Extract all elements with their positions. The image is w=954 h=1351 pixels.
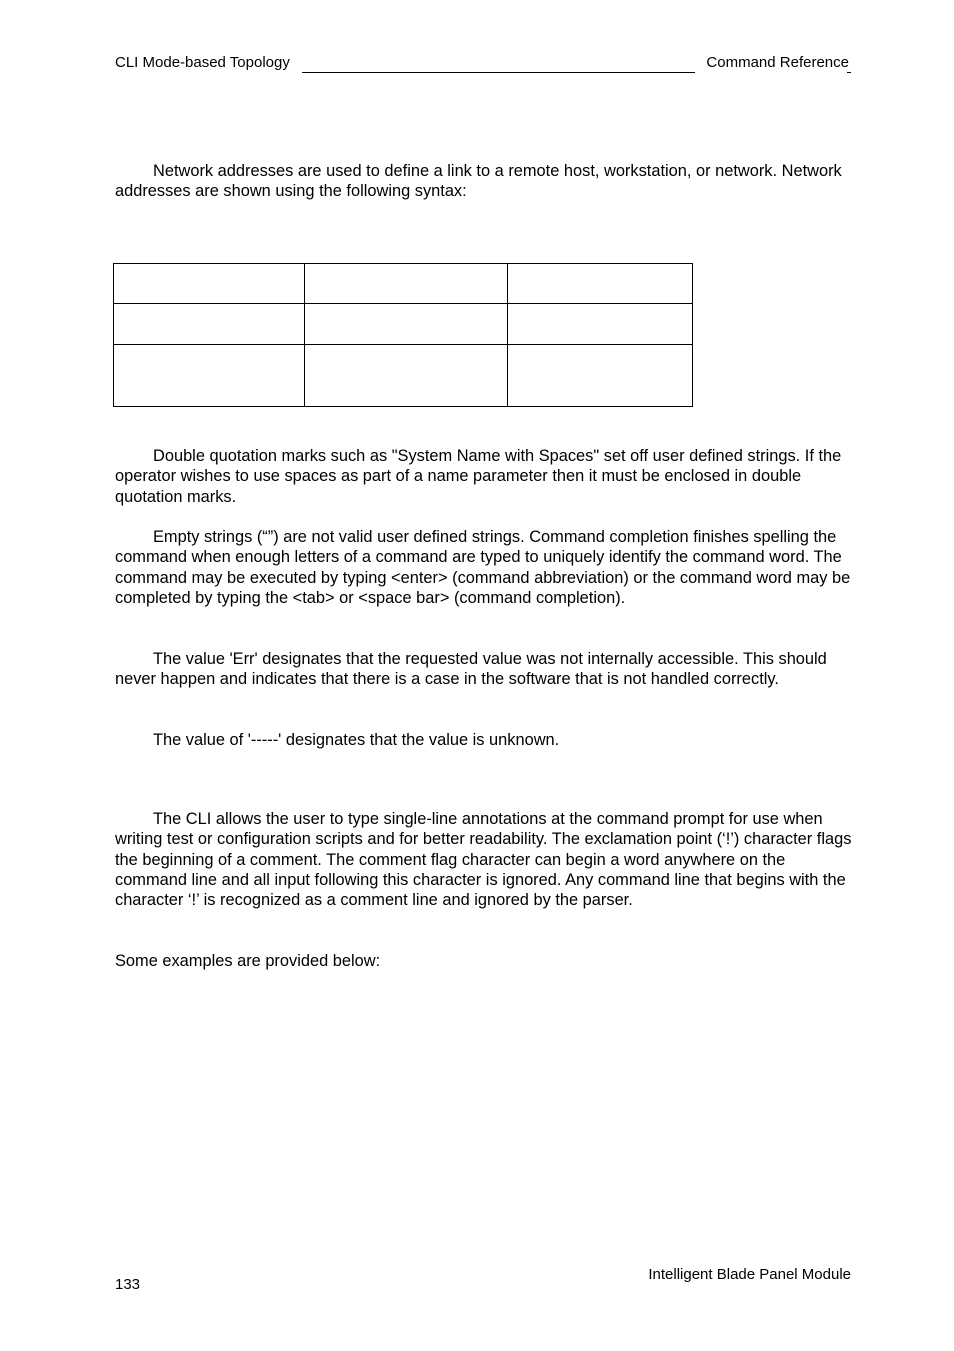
paragraph-quotation-marks: Double quotation marks such as "System Name with Spaces" set off user defined strings. If the operator wishes to use spaces as part of a name parameter then it must be enclosed in double quotation marks. bbox=[115, 447, 842, 506]
syntax-table bbox=[113, 263, 693, 407]
page-header bbox=[115, 54, 851, 74]
table-row bbox=[114, 264, 693, 304]
table-row bbox=[114, 304, 693, 345]
table-cell bbox=[305, 304, 508, 345]
paragraph-network-addresses: Network addresses are used to define a link to a remote host, workstation, or network. Network addresses are shown using the following syntax: bbox=[115, 162, 842, 201]
paragraph-empty-strings: Empty strings (“”) are not valid user defined strings. Command completion finishes spelling the command when enough letters of a command are typed to uniquely identify the command word. The command may be executed by typing <enter> (command abbreviation) or the command word may be completed by typing the <tab> or <space bar> (command completion). bbox=[115, 528, 851, 607]
paragraph-annotations: The CLI allows the user to type single-line annotations at the command prompt for use when writing test or configuration scripts and for better readability. The exclamation point (‘!’) character flags the beginning of a comment. The comment flag character can begin a word anywhere on the command line and all input following this character is ignored. Any command line that begins with the character ‘!’ is recognized as a comment line and ignored by the parser. bbox=[115, 810, 852, 910]
paragraph-unknown-value: The value of '-----' designates that the value is unknown. bbox=[153, 731, 560, 749]
table-cell bbox=[114, 264, 305, 304]
table-cell bbox=[114, 345, 305, 407]
table-cell bbox=[305, 264, 508, 304]
header-rule bbox=[302, 72, 695, 73]
table-cell bbox=[508, 264, 693, 304]
header-document-title: Command Reference bbox=[706, 54, 849, 71]
paragraph-examples: Some examples are provided below: bbox=[115, 952, 381, 970]
footer-document-title: Intelligent Blade Panel Module bbox=[648, 1266, 851, 1283]
table-cell bbox=[305, 345, 508, 407]
header-rule-end bbox=[847, 72, 851, 73]
header-section-title: CLI Mode-based Topology bbox=[115, 54, 290, 71]
paragraph-err-value: The value 'Err' designates that the requested value was not internally accessible. This should never happen and indicates that there is a case in the software that is not handled correctly. bbox=[115, 650, 827, 689]
table-cell bbox=[114, 304, 305, 345]
table-row bbox=[114, 345, 693, 407]
table-cell bbox=[508, 345, 693, 407]
table-cell bbox=[508, 304, 693, 345]
page-number: 133 bbox=[115, 1276, 141, 1293]
